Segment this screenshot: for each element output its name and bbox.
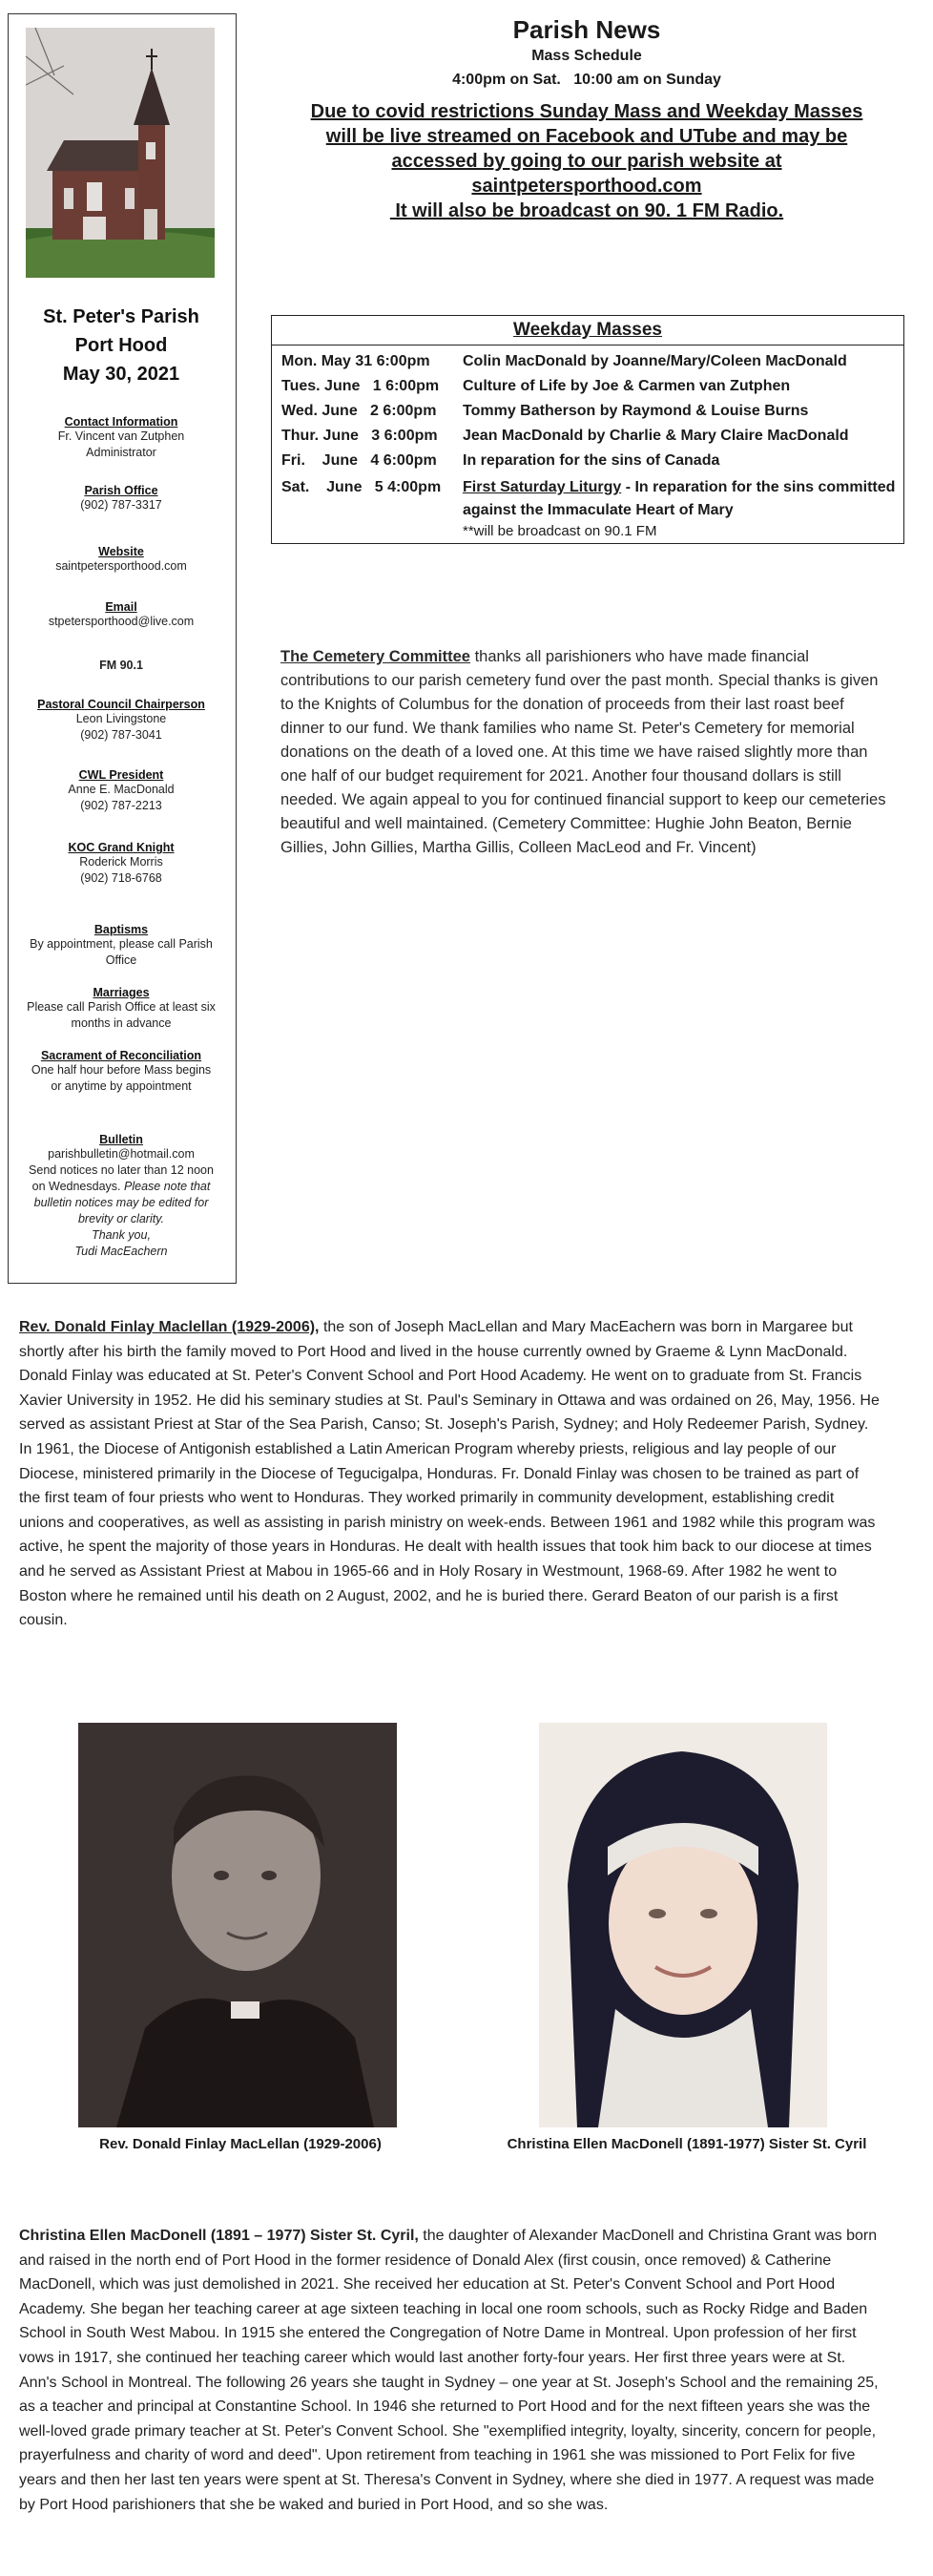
email-heading: Email <box>105 600 137 614</box>
covid-line: will be live streamed on Facebook and UTube and may be <box>325 126 848 147</box>
covid-line: It will also be broadcast on 90. 1 FM Radio. <box>389 200 784 221</box>
council-name: Leon Livingstone <box>75 712 167 725</box>
marriages-heading: Marriages <box>93 986 150 999</box>
koc-section <box>9 841 234 887</box>
contact-section <box>9 415 234 461</box>
article-body: the daughter of Alexander MacDonell and Christina Grant was born and raised in the north end of Port Hood in the former residence of Donald Alex (first cousin, once removed) & Catherine MacDonell, which was just demolished in 2021. She received her education at St. Peter's Convent School and Port Hood Academy. She began her teaching career at age sixteen teaching in local one room schools, such as Rocky Ridge and Baden School in South West Mabou. In 1915 she entered the Congregation of Notre Dame in Montreal. Upon profession of her first vows in 1917, she continued her teaching career which would last another forty-four years. Her first three years were at St. Ann's School in Montreal. The following 26 years she taught in Sydney – one year at St. Joseph's School and the remaining 25, as a teacher and principal at Constantine School. In 1946 she returned to Port Hood and for the next fifteen years she was the well-loved grade primary teacher at St. Peter's Convent School. She "exemplified integrity, loyalty, sincerity, concern for people, prayerfulness and charity of word and deed". Upon retirement from teaching in 1961 she was missioned to Port Felix for five years and then her last ten years were spent at St. Theresa's Convent in Sydney, where she died in 1977. A request was made by Port Hood parishioners that she be waked and buried in Port Hood, and so she was. <box>19 2228 879 2513</box>
koc-name: Roderick Morris <box>79 855 163 869</box>
covid-notice <box>258 99 916 223</box>
mass-day: Tues. June 1 6:00pm <box>281 378 440 394</box>
mass-day: Fri. June 4 6:00pm <box>281 452 437 469</box>
marriages-text: Please call Parish Office at least six months in advance <box>27 1000 216 1030</box>
email-section <box>9 600 234 630</box>
weekday-masses-title <box>272 316 903 346</box>
fm-label: FM 90.1 <box>99 659 143 672</box>
reconciliation-heading: Sacrament of Reconciliation <box>40 1049 202 1062</box>
bulletin-heading: Bulletin <box>99 1133 143 1146</box>
covid-website-link[interactable]: saintpetersporthood.com <box>471 176 702 197</box>
email-link[interactable]: stpetersporthood@live.com <box>48 615 195 628</box>
mass-intention: Jean MacDonald by Charlie & Mary Claire MacDonald <box>463 428 849 444</box>
priest-portrait <box>78 1723 397 2127</box>
cwl-heading: CWL President <box>78 768 164 782</box>
church-photo <box>26 28 215 278</box>
office-heading: Parish Office <box>84 484 158 497</box>
cemetery-heading: The Cemetery Committee <box>280 648 470 665</box>
cwl-name: Anne E. MacDonald <box>68 783 175 796</box>
mass-intention: Tommy Batherson by Raymond & Louise Burns <box>463 403 809 419</box>
cwl-section <box>9 768 234 814</box>
article-maclellan <box>19 1315 882 1633</box>
contact-heading: Contact Information <box>64 415 178 429</box>
council-section <box>9 698 234 743</box>
first-saturday-link: First Saturday Liturgy <box>463 479 622 495</box>
office-phone: (902) 787-3317 <box>80 498 162 512</box>
broadcast-note: **will be broadcast on 90.1 FM <box>463 523 657 539</box>
article-heading: Christina Ellen MacDonell (1891 – 1977) Sister St. Cyril, <box>19 2228 419 2244</box>
fm-section <box>9 658 234 674</box>
reconciliation-section <box>26 1049 217 1095</box>
contact-name: Fr. Vincent van Zutphen <box>57 429 185 443</box>
baptisms-text: By appointment, please call Parish Office <box>30 937 213 967</box>
bulletin-section <box>22 1133 220 1260</box>
mass-day: Sat. June 5 4:00pm <box>281 479 442 495</box>
parish-place: Port Hood <box>74 335 168 356</box>
parish-name: St. Peter's Parish <box>43 306 199 327</box>
photo-caption-priest: Rev. Donald Finlay MacLellan (1929-2006) <box>99 2136 382 2152</box>
bulletin-date: May 30, 2021 <box>62 364 180 385</box>
reconciliation-text: One half hour before Mass begins or anytime by appointment <box>31 1063 212 1093</box>
contact-role: Administrator <box>86 446 156 459</box>
mass-day: Thur. June 3 6:00pm <box>281 428 438 444</box>
mass-schedule-label: Mass Schedule <box>531 48 642 64</box>
mass-intention: Colin MacDonald by Joanne/Mary/Coleen MacDonald <box>463 353 847 369</box>
covid-line: Due to covid restrictions Sunday Mass and Weekday Masses <box>310 101 863 122</box>
article-macdonell <box>19 2224 882 2517</box>
website-section <box>9 545 234 575</box>
koc-heading: KOC Grand Knight <box>68 841 175 854</box>
council-phone: (902) 787-3041 <box>80 728 162 742</box>
bulletin-signature: Tudi MacEachern <box>74 1245 168 1258</box>
mass-intention-rest: - In reparation for the sins committed against the Immaculate Heart of Mary <box>463 479 896 518</box>
mass-intention: In reparation for the sins of Canada <box>463 452 720 469</box>
bulletin-text <box>22 1162 220 1227</box>
baptisms-section <box>22 923 220 969</box>
weekday-masses-box <box>271 315 904 544</box>
page-title: Parish News <box>512 15 661 44</box>
mass-intention <box>463 476 902 522</box>
bulletin-note: Please note that bulletin notices may be edited for brevity or clarity. <box>33 1180 211 1225</box>
photo-caption-sister: Christina Ellen MacDonell (1891-1977) Sister St. Cyril <box>507 2136 867 2152</box>
weekday-masses-title-text: Weekday Masses <box>513 320 662 340</box>
sister-portrait <box>539 1723 827 2127</box>
office-section <box>9 484 234 513</box>
marriages-section <box>22 986 220 1032</box>
cwl-phone: (902) 787-2213 <box>80 799 162 812</box>
mass-day: Mon. May 31 6:00pm <box>281 353 430 369</box>
bulletin-deadline: Send notices no later than 12 noon on Wednesdays. <box>29 1163 214 1193</box>
covid-line: accessed by going to our parish website at <box>391 151 782 172</box>
bulletin-thanks: Thank you, <box>92 1228 151 1242</box>
council-heading: Pastoral Council Chairperson <box>37 698 205 711</box>
mass-schedule-times: 4:00pm on Sat. 10:00 am on Sunday <box>452 72 721 88</box>
mass-intention: Culture of Life by Joe & Carmen van Zutphen <box>463 378 791 394</box>
website-heading: Website <box>98 545 144 558</box>
baptisms-heading: Baptisms <box>93 923 149 936</box>
sidebar-parish-block <box>9 303 234 388</box>
article-heading: Rev. Donald Finlay Maclellan (1929-2006), <box>19 1319 320 1335</box>
bulletin-email[interactable]: parishbulletin@hotmail.com <box>48 1147 195 1161</box>
cemetery-body: thanks all parishioners who have made financial contributions to our parish cemetery fund over the past month. Special thanks is given to the Knights of Columbus for the donation of proceeds from their last roast beef dinner to our fund. We thank families who name St. Peter's Cemetery for memorial donations on the death of a loved one. At this time we have raised slightly more than one half of our budget requirement for 2021. Another four thousand dollars is still needed. We again appeal to you for continued financial support to keep our cemeteries beautiful and well maintained. (Cemetery Committee: Hughie John Beaton, Bernie Gillies, John Gillies, Martha Gillis, Colleen MacLeod and Fr. Vincent) <box>280 648 886 856</box>
koc-phone: (902) 718-6768 <box>80 871 162 885</box>
cemetery-notice <box>280 645 891 860</box>
article-body: the son of Joseph MacLellan and Mary MacEachern was born in Margaree but shortly after his birth the family moved to Port Hood and lived in the house currently owned by Graeme & Lynn MacDonald. Donald Finlay was educated at St. Peter's Convent School and Port Hood Academy. He went on to graduate from St. Francis Xavier University in 1952. He did his seminary studies at St. Paul's Seminary in Ottawa and was ordained on 26, May, 1956. He served as assistant Priest at Star of the Sea Parish, Canso; St. Joseph's Parish, Sydney; and Holy Redeemer Parish, Sydney. In 1961, the Diocese of Antigonish established a Latin American Program whereby priests, religious and lay people of our Diocese, ministered primarily in the Diocese of Tegucigalpa, Honduras. Fr. Donald Finlay was chosen to be trained as part of the first team of four priests who went to Honduras. They worked primarily in community development, establishing credit unions and cooperatives, as well as assisting in parish ministry on week-ends. Between 1961 and 1982 while this program was active, he spent the majority of those years in Honduras. He dealt with health issues that took him back to our diocese at times and he served as Assistant Priest at Mabou in 1965-66 and in Holy Rosary in Westmount, 1968-69. After 1982 he went to Boston where he remained until his death on 2 August, 2002, and he is buried there. Gerard Beaton of our parish is a first cousin. <box>19 1319 880 1629</box>
sidebar <box>8 13 237 1284</box>
mass-day: Wed. June 2 6:00pm <box>281 403 437 419</box>
website-link[interactable]: saintpetersporthood.com <box>55 559 187 573</box>
